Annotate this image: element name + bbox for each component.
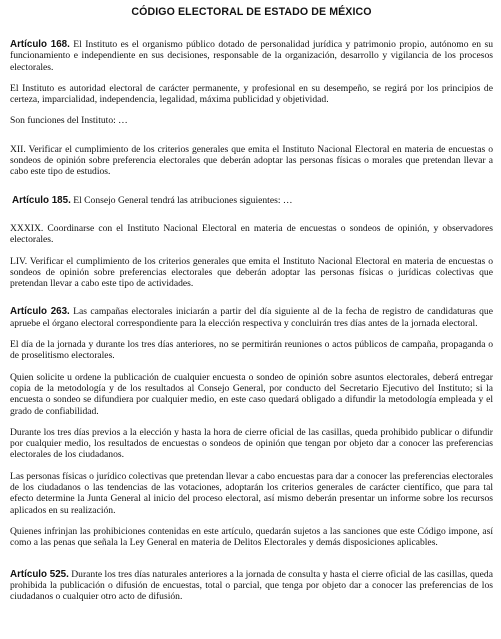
paragraph: Las personas físicas o jurídico colectivas que pretendan llevar a cabo encuestas para dar a conocer las preferencias electorales de los ciudadanos o las tendencias de las votaciones, adoptarán los criterios generales de carácter científico, que para tal efecto determine la Junta General al inicio del proceso electoral, así mismo deberán presentar un informe sobre los recursos aplicados en su realización.	[10, 470, 493, 516]
document-title: CÓDIGO ELECTORAL DE ESTADO DE MÉXICO	[131, 6, 372, 18]
paragraph: Quienes infrinjan las prohibiciones contenidas en este artículo, quedarán sujetos a las sanciones que este Código impone, así como a las penas que señala la Ley General en materia de Delitos Electorales y demás disposiciones aplicables.	[10, 525, 493, 549]
paragraph-text: Las campañas electorales iniciarán a partir del día siguiente al de la fecha de registro de candidaturas que apruebe el órgano electoral correspondiente para la elección respectiva y concluirán tres días antes de la jornada electoral.	[10, 306, 493, 329]
paragraph-art-168	[10, 39, 493, 73]
paragraph: Durante los tres días previos a la elección y hasta la hora de cierre oficial de las casillas, queda prohibido publicar o difundir por cualquier medio, los resultados de encuestas o sondeos de opinión que tengan por objeto dar a conocer las preferencias electorales de los ciudadanos.	[10, 426, 493, 461]
paragraph: Quien solicite u ordene la publicación de cualquier encuesta o sondeo de opinión sobre asuntos electorales, deberá entregar copia de la metodología y de los resultados al Consejo General, por conducto del Secretario Ejecutivo del Instituto; si la encuesta o sondeo se difundiera por cualquier medio, en este caso quedará obligado a difundir la metodología empleada y el grado de confiabilidad.	[10, 371, 493, 417]
paragraph: El Instituto es autoridad electoral de carácter permanente, y profesional en su desempeño, se regirá por los principios de certeza, imparcialidad, independencia, legalidad, máxima publicidad y objetividad.	[10, 82, 493, 106]
paragraph-art-185	[10, 195, 493, 206]
paragraph-text: El Instituto es el organismo público dotado de personalidad jurídica y patrimonio propio, autónomo en su funcionamiento e independiente en sus decisiones, responsable de la organización, desarrollo y vigilancia de los procesos electorales.	[10, 39, 493, 73]
paragraph: El día de la jornada y durante los tres días anteriores, no se permitirán reuniones o actos públicos de campaña, propaganda o de proselitismo electorales.	[10, 339, 493, 362]
paragraph-text: El Consejo General tendrá las atribuciones siguientes: …	[70, 194, 293, 206]
paragraph-art-263	[10, 306, 493, 329]
paragraph: Son funciones del Instituto: …	[10, 115, 128, 127]
paragraph-text: Durante los tres días naturales anteriores a la jornada de consulta y hasta el cierre oficial de las casillas, queda prohibida la publicación o difusión de encuestas, total o parcial, que tenga por objeto dar a conocer las preferencias de los ciudadanos o cualquier otro acto de difusión.	[10, 568, 493, 603]
paragraph: LIV. Verificar el cumplimiento de los criterios generales que emita el Instituto Nacional Electoral en materia de encuestas o sondeos de opinión sobre preferencias electorales que deberán adoptar las personas físicas o jurídicas colectivas que pretendan llevar a cabo este tipo de actividades.	[10, 255, 493, 290]
paragraph: XXXIX. Coordinarse con el Instituto Nacional Electoral en materia de encuestas o sondeos de opinión, y observadores electorales.	[10, 222, 493, 246]
paragraph-art-525	[10, 569, 493, 603]
article-heading: Artículo 525.	[10, 568, 69, 580]
article-heading: Artículo 263.	[10, 306, 70, 318]
paragraph: XII. Verificar el cumplimiento de los criterios generales que emita el Instituto Nacional Electoral en materia de encuestas o sondeos de opinión sobre preferencia electorales que deberán adoptar las personas físicas o morales que pretendan llevar a cabo este tipo de estudios.	[10, 143, 493, 178]
article-heading: Artículo 168.	[10, 39, 70, 50]
article-heading: Artículo 185.	[12, 194, 71, 206]
